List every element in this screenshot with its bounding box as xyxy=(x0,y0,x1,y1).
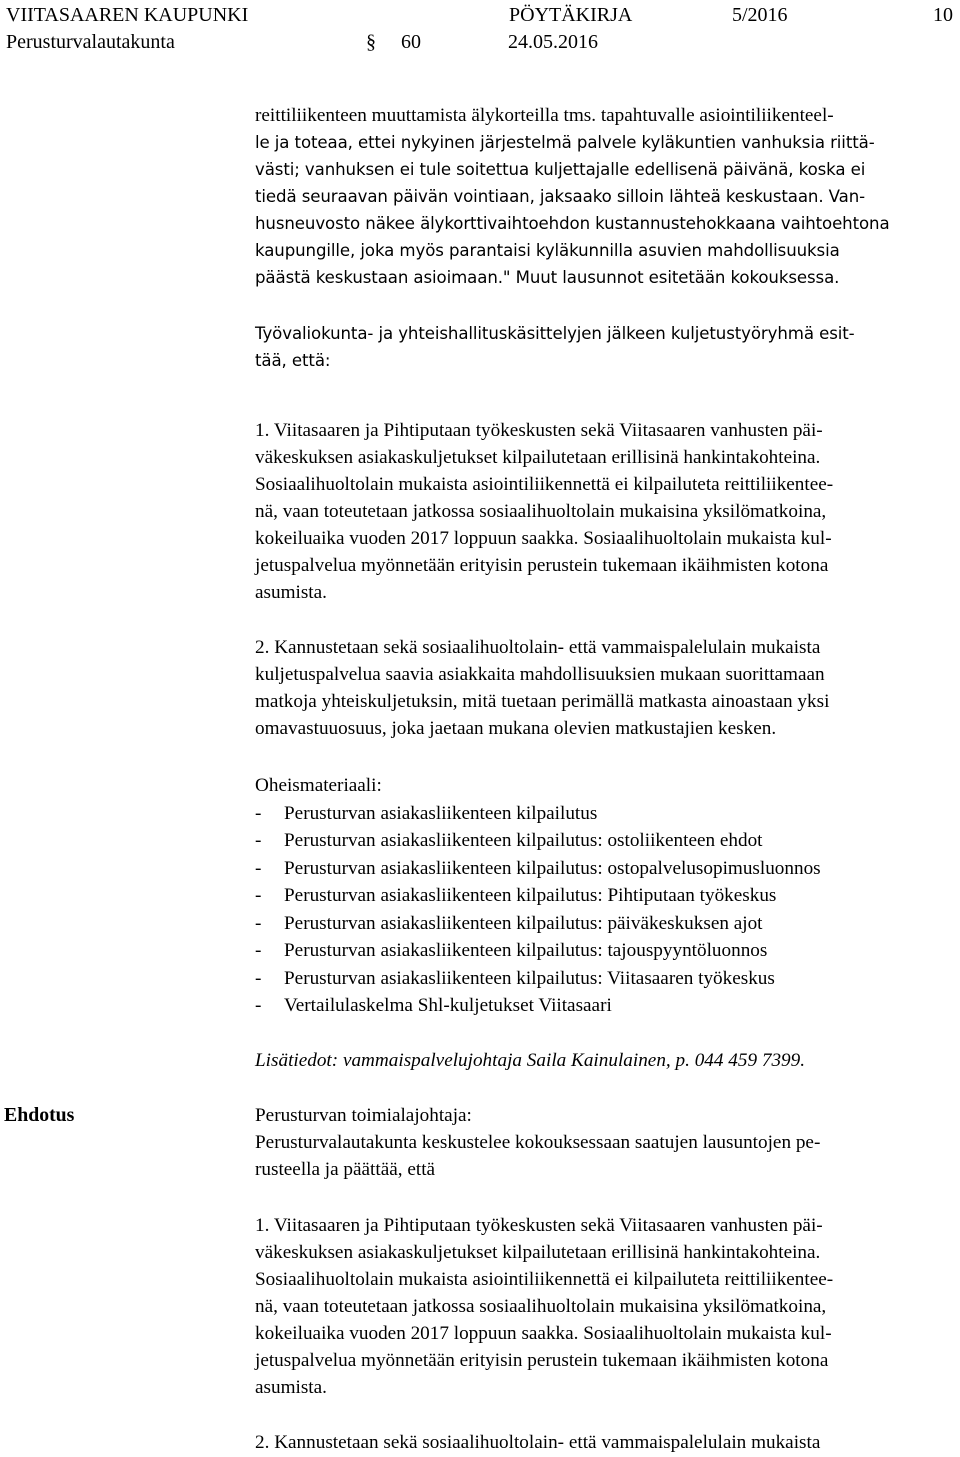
working-group-line: tää, että: xyxy=(255,351,331,370)
meeting-date: 24.05.2016 xyxy=(508,31,598,53)
proposal-label: Ehdotus xyxy=(4,1104,75,1126)
statement-line: husneuvosto näkee älykorttivaihtoehdon kustannustehokkaana vaihtoehtona xyxy=(255,214,890,233)
point-line: jetuspalvelua myönnetään erityisin perustein tukemaan ikäihmisten kotona xyxy=(255,1350,829,1371)
attachment-item: Vertailulaskelma Shl-kuljetukset Viitasaari xyxy=(284,995,612,1016)
doc-number: 5/2016 xyxy=(732,4,788,26)
point-line: 2. Kannustetaan sekä sosiaalihuoltolain- että vammaispalelulain mukaista xyxy=(255,637,821,658)
statement-line: le ja toteaa, ettei nykyinen järjestelmä palvele kyläkuntien vanhuksia riittä- xyxy=(255,133,875,152)
list-bullet: - xyxy=(255,940,262,961)
point-line: väkeskuksen asiakaskuljetukset kilpailutetaan erillisinä hankintakohteina. xyxy=(255,447,821,468)
more-info: Lisätiedot: vammaispalvelujohtaja Saila Kainulainen, p. 044 459 7399. xyxy=(255,1050,806,1071)
point-line: nä, vaan toteutetaan jatkossa sosiaalihuoltolain mukaisina yksilömatkoina, xyxy=(255,1296,827,1317)
list-bullet: - xyxy=(255,885,262,906)
working-group-line: Työvaliokunta- ja yhteishallituskäsittelyjen jälkeen kuljetustyöryhmä esit- xyxy=(255,324,855,343)
list-bullet: - xyxy=(255,858,262,879)
attachment-item: Perusturvan asiakasliikenteen kilpailutus xyxy=(284,803,598,824)
proposal-intro-line: Perusturvalautakunta keskustelee kokouksessaan saatujen lausuntojen pe- xyxy=(255,1132,821,1153)
org-name: VIITASAAREN KAUPUNKI xyxy=(6,4,249,26)
proposal-presenter: Perusturvan toimialajohtaja: xyxy=(255,1105,472,1126)
point-line: kuljetuspalvelua saavia asiakkaita mahdollisuuksien mukaan suorittamaan xyxy=(255,664,825,685)
page-number: 10 xyxy=(933,4,953,26)
statement-line: kaupungille, joka myös parantaisi kyläkunnilla asuvien mahdollisuuksia xyxy=(255,241,840,260)
point-line: omavastuuosuus, joka jaetaan mukana olevien matkustajien kesken. xyxy=(255,718,777,739)
point-line: Sosiaalihuoltolain mukaista asiointiliikennettä ei kilpailuteta reittiliikentee- xyxy=(255,1269,834,1290)
statement-line: reittiliikenteen muuttamista älykorteilla tms. tapahtuvalle asiointiliikenteel- xyxy=(255,105,834,126)
list-bullet: - xyxy=(255,913,262,934)
point-line: kokeiluaika vuoden 2017 loppuun saakka. Sosiaalihuoltolain mukaista kul- xyxy=(255,528,832,549)
point-line: 1. Viitasaaren ja Pihtiputaan työkeskusten sekä Viitasaaren vanhusten päi- xyxy=(255,1215,823,1236)
statement-line: päästä keskustaan asioimaan." Muut lausunnot esitetään kokouksessa. xyxy=(255,268,840,287)
list-bullet: - xyxy=(255,830,262,851)
committee-name: Perusturvalautakunta xyxy=(6,31,175,53)
statement-line: västi; vanhuksen ei tule soitettua kuljettajalle edellisenä päivänä, koska ei xyxy=(255,160,866,179)
list-bullet: - xyxy=(255,803,262,824)
proposal-intro-line: rusteella ja päättää, että xyxy=(255,1159,436,1180)
point-line: kokeiluaika vuoden 2017 loppuun saakka. Sosiaalihuoltolain mukaista kul- xyxy=(255,1323,832,1344)
point-line: matkoja yhteiskuljetuksin, mitä tuetaan perimällä matkasta ainoastaan yksi xyxy=(255,691,830,712)
point-line: asumista. xyxy=(255,1377,327,1398)
list-bullet: - xyxy=(255,995,262,1016)
point-line: nä, vaan toteutetaan jatkossa sosiaalihuoltolain mukaisina yksilömatkoina, xyxy=(255,501,827,522)
point-line: 2. Kannustetaan sekä sosiaalihuoltolain- että vammaispalelulain mukaista xyxy=(255,1432,821,1453)
point-line: Sosiaalihuoltolain mukaista asiointiliikennettä ei kilpailuteta reittiliikentee- xyxy=(255,474,834,495)
list-bullet: - xyxy=(255,968,262,989)
attachment-item: Perusturvan asiakasliikenteen kilpailutus: ostoliikenteen ehdot xyxy=(284,830,763,851)
attachment-item: Perusturvan asiakasliikenteen kilpailutus: tajouspyyntöluonnos xyxy=(284,940,768,961)
point-line: väkeskuksen asiakaskuljetukset kilpailutetaan erillisinä hankintakohteina. xyxy=(255,1242,821,1263)
point-line: jetuspalvelua myönnetään erityisin perustein tukemaan ikäihmisten kotona xyxy=(255,555,829,576)
section-mark: § xyxy=(366,31,376,53)
point-line: asumista. xyxy=(255,582,327,603)
attachment-item: Perusturvan asiakasliikenteen kilpailutus: Pihtiputaan työkeskus xyxy=(284,885,777,906)
section-number: 60 xyxy=(401,31,421,53)
attachment-item: Perusturvan asiakasliikenteen kilpailutus: ostopalvelusopimusluonnos xyxy=(284,858,821,879)
attachment-item: Perusturvan asiakasliikenteen kilpailutus: päiväkeskuksen ajot xyxy=(284,913,763,934)
doc-type: PÖYTÄKIRJA xyxy=(509,4,633,26)
attachments-heading: Oheismateriaali: xyxy=(255,775,382,796)
point-line: 1. Viitasaaren ja Pihtiputaan työkeskusten sekä Viitasaaren vanhusten päi- xyxy=(255,420,823,441)
statement-line: tiedä seuraavan päivän vointiaan, jaksaako silloin lähteä keskustaan. Van- xyxy=(255,187,866,206)
attachment-item: Perusturvan asiakasliikenteen kilpailutus: Viitasaaren työkeskus xyxy=(284,968,775,989)
